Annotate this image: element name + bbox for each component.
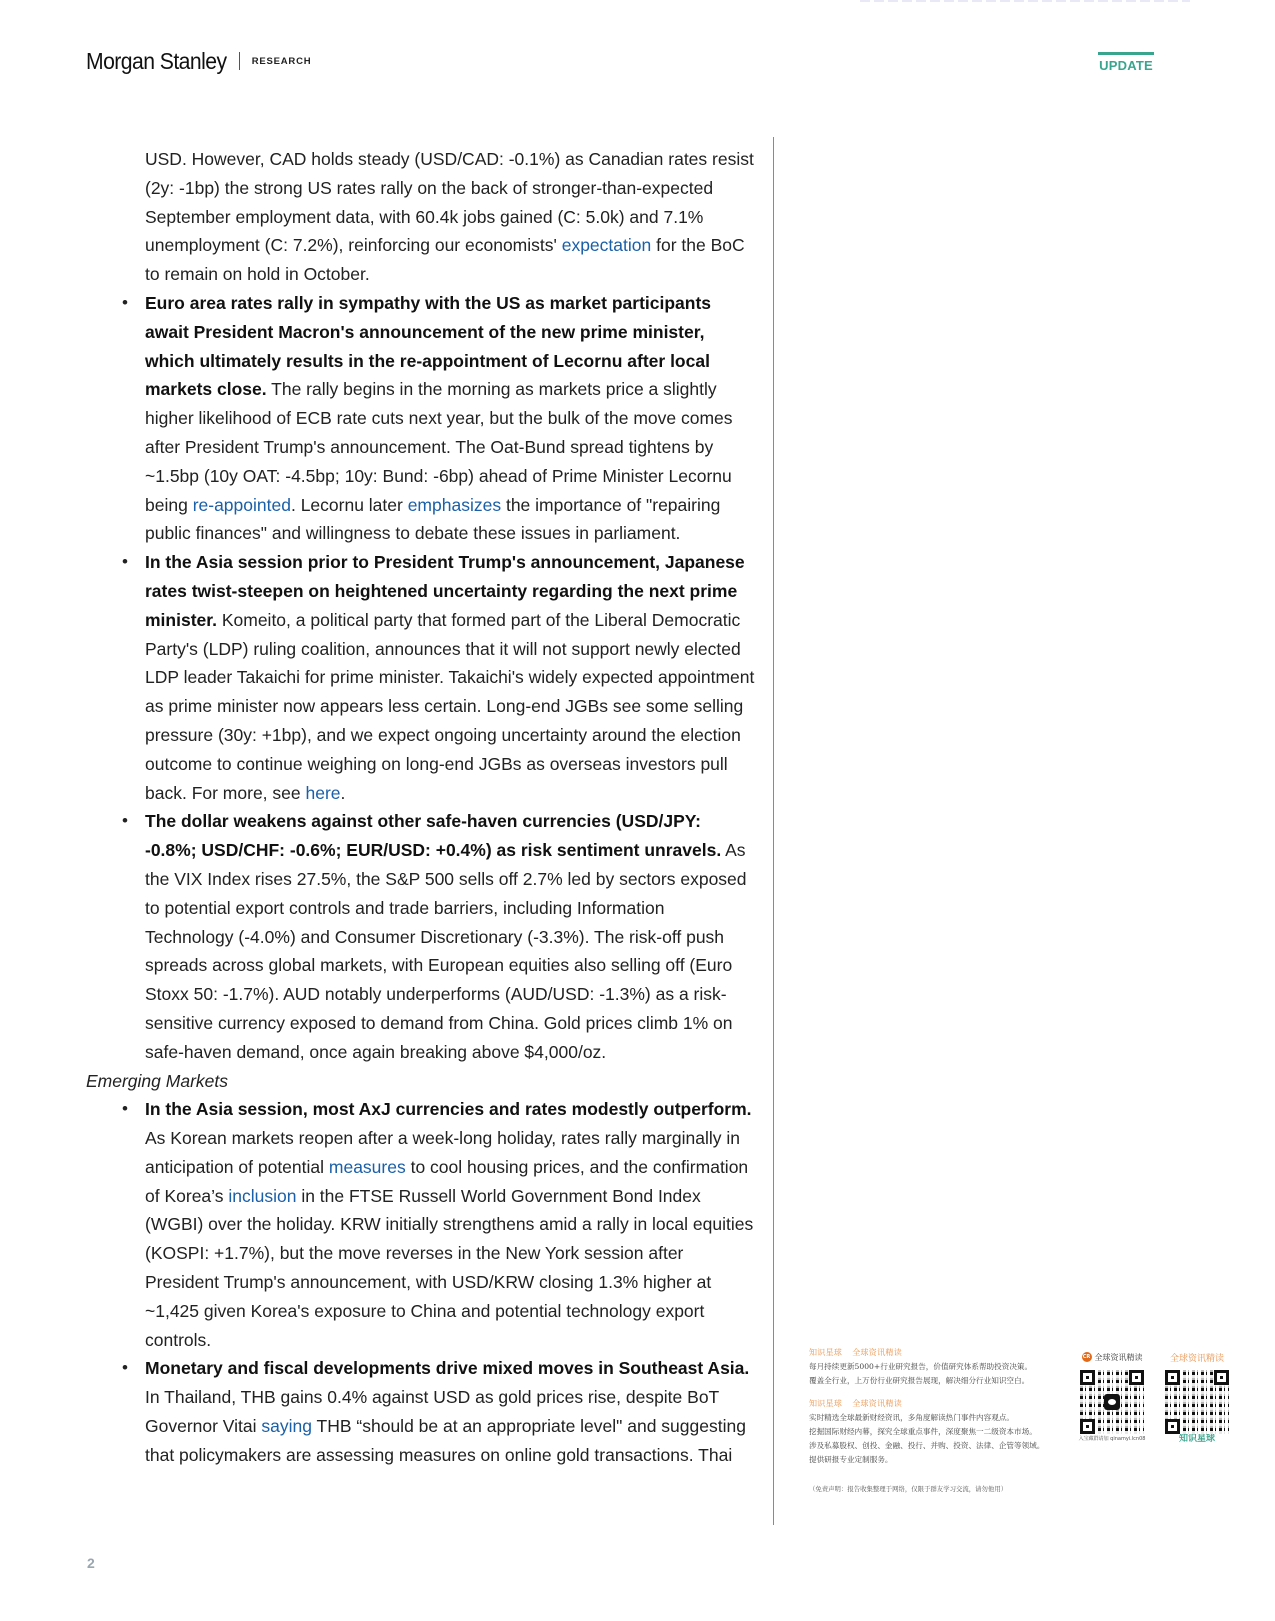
bullet-headline: Monetary and fiscal developments drive mixed moves in Southeast Asia. xyxy=(145,1358,750,1379)
link-here[interactable]: here xyxy=(305,782,341,803)
qr-label xyxy=(1075,1350,1149,1364)
text: THB “should be at an appropriate level" and suggesting that policymakers are assessing measures on online gold transactions. Thai xyxy=(145,1416,746,1465)
list-item-dollar xyxy=(86,807,756,1066)
promo-line: 覆盖全行业，上万份行业研究报告展现，解决细分行业知识空白。 xyxy=(809,1376,1030,1385)
promo-title-b: 全球资讯精读 xyxy=(852,1399,903,1408)
text: . xyxy=(340,782,346,803)
link-expectation[interactable]: expectation xyxy=(561,235,652,256)
text: As Korean markets reopen after a week-long holiday, rates rally marginally in anticipation of potential xyxy=(145,1128,740,1177)
promo-line: 实时精选全球最新财经资讯，多角度解读热门事件内容观点。 xyxy=(809,1413,1015,1422)
column-divider xyxy=(773,137,774,1525)
promo-line: 挖掘国际财经内幕，探究全球重点事件，深度聚焦一二级资本市场。 xyxy=(809,1427,1037,1436)
section-heading-emerging-markets: Emerging Markets xyxy=(86,1070,228,1091)
link-measures[interactable]: measures xyxy=(328,1156,406,1177)
text: to cool housing prices, and the confirmation of Korea’s xyxy=(145,1156,749,1206)
text: The rally begins in the morning as markets price a slightly higher likelihood of ECB rate cuts next year, but the bulk of the move comes after President Trump's announcement. The Oat-Bund spread tightens by ~1.5bp (10y OAT: -4.5bp; 10y: Bund: -6bp) ahead of Prime Minister Lecornu being xyxy=(145,379,733,515)
brand-divider xyxy=(239,52,240,70)
list-item-axj xyxy=(86,1095,756,1354)
promo-title-a: 知识星球 xyxy=(809,1399,843,1408)
badge-accent-bar xyxy=(1098,52,1154,55)
bullet-headline: Euro area rates rally in sympathy with the US as market participants await President Macron's announcement of the new prime minister, which ultimately results in the re-appointment of Lecornu after local markets close. xyxy=(145,292,712,400)
qr-label-text: 全球资讯精读 xyxy=(1094,1352,1143,1362)
text: USD. However, CAD holds steady (USD/CAD: -0.1%) as Canadian rates resist (2y: -1bp) the strong US rates rally on the back of stronger-than-expected September employment data, with 60.4k jobs gained (C: 5.0k) and 7.1% unemployment (C: 7.2%), reinforcing our economists' xyxy=(145,149,754,256)
text: . Lecornu later xyxy=(290,494,408,515)
emerging-markets-list xyxy=(86,1095,756,1469)
promo-title-a: 知识星球 xyxy=(809,1348,843,1357)
page-number: 2 xyxy=(87,1555,95,1571)
paragraph-continuation xyxy=(86,145,756,289)
qr-group-planet xyxy=(1160,1350,1234,1443)
text: for the BoC to remain on hold in October. xyxy=(145,235,745,285)
update-badge xyxy=(1098,52,1154,73)
text: Komeito, a political party that formed part of the Liberal Democratic Party's (LDP) ruling coalition, announces that it will not support newly elected LDP leader Takaichi for prime minister. Takaichi's widely expected appointment as prime minister now appears less certain. Long-end JGBs see some selling pressure (30y: +1bp), and we expect ongoing uncertainty around the election outcome to continue weighing on long-end JGBs as overseas investors pull back. For more, see xyxy=(145,609,755,803)
top-watermark xyxy=(860,0,1190,2)
qr-code-icon[interactable] xyxy=(1165,1370,1229,1434)
section-label: RESEARCH xyxy=(251,55,312,67)
developed-markets-list xyxy=(86,289,756,1067)
promo-block xyxy=(809,1347,1059,1388)
qr-caption: 入宝藏群请加 qinamyi.lcn08 xyxy=(1078,1436,1146,1442)
cr-logo-icon: CR xyxy=(1082,1354,1091,1360)
text: In Thailand, THB gains 0.4% against USD as gold prices rise, despite BoT Governor Vitai xyxy=(145,1387,719,1437)
link-emphasizes[interactable]: emphasizes xyxy=(407,494,502,515)
main-column xyxy=(86,145,756,1470)
qr-group-wechat xyxy=(1075,1350,1149,1443)
promo-disclaimer: （免责声明：报告收集整理于网络，仅限于群友学习交流，请勿他用） xyxy=(809,1485,1008,1493)
text: As the VIX Index rises 27.5%, the S&P 500 sells off 2.7% led by sectors exposed to potential export controls and trade barriers, including Information Technology (-4.0%) and Consumer Discretionary (-3.3%). The risk-off push spreads across global markets, with European equities also selling off (Euro Stoxx 50: -1.7%). AUD notably underperforms (AUD/USD: -1.3%) as a risk-sensitive currency exposed to demand from China. Gold prices climb 1% on safe-haven demand, once again breaking above $4,000/oz. xyxy=(145,840,747,1062)
wechat-icon xyxy=(1104,1394,1120,1410)
bullet-headline: The dollar weakens against other safe-haven currencies (USD/JPY: -0.8%; USD/CHF: -0.6%; EUR/USD: +0.4%) as risk sentiment unravels. xyxy=(145,811,722,861)
promo-title xyxy=(809,1398,1059,1409)
bullet-headline: In the Asia session, most AxJ currencies and rates modestly outperform. xyxy=(145,1099,752,1120)
promo-panel xyxy=(809,1347,1059,1467)
brand-lockup xyxy=(86,46,311,76)
bullet-headline: In the Asia session prior to President Trump's announcement, Japanese rates twist-steepen on heightened uncertainty regarding the next prime minister. xyxy=(145,552,745,630)
promo-title-b: 全球资讯精读 xyxy=(852,1348,903,1357)
qr-code-icon[interactable] xyxy=(1080,1370,1144,1434)
qr-caption: 知识星球 xyxy=(1178,1434,1215,1444)
promo-line: 涉及私募股权、创投、金融、投行、并购、投资、法律、企管等领域。 xyxy=(809,1441,1045,1450)
promo-line: 每月持续更新5000+行业研究报告，价值研究体系帮助投资决策。 xyxy=(809,1362,1033,1371)
promo-line: 提供研报专业定制服务。 xyxy=(809,1455,893,1464)
link-re-appointed[interactable]: re-appointed xyxy=(192,494,291,515)
qr-label: 全球资讯精读 xyxy=(1169,1353,1224,1364)
badge-label: UPDATE xyxy=(1099,58,1153,73)
brand-logo: Morgan Stanley xyxy=(86,47,227,74)
list-item-japan-rates xyxy=(86,548,756,807)
promo-block xyxy=(809,1398,1059,1467)
link-inclusion[interactable]: inclusion xyxy=(228,1185,297,1206)
link-saying[interactable]: saying xyxy=(261,1416,312,1437)
text: in the FTSE Russell World Government Bond Index (WGBI) over the holiday. KRW initially strengthens amid a rally in local equities (KOSPI: +1.7%), but the move reverses in the New York session after President Trump's announcement, with USD/KRW closing 1.3% higher at ~1,425 given Korea's exposure to China and potential technology export controls. xyxy=(145,1185,754,1350)
text: the importance of "repairing public finances" and willingness to debate these issues in parliament. xyxy=(145,494,721,544)
list-item-euro-rates xyxy=(86,289,756,548)
promo-title xyxy=(809,1347,1059,1358)
list-item-southeast-asia xyxy=(86,1354,756,1469)
